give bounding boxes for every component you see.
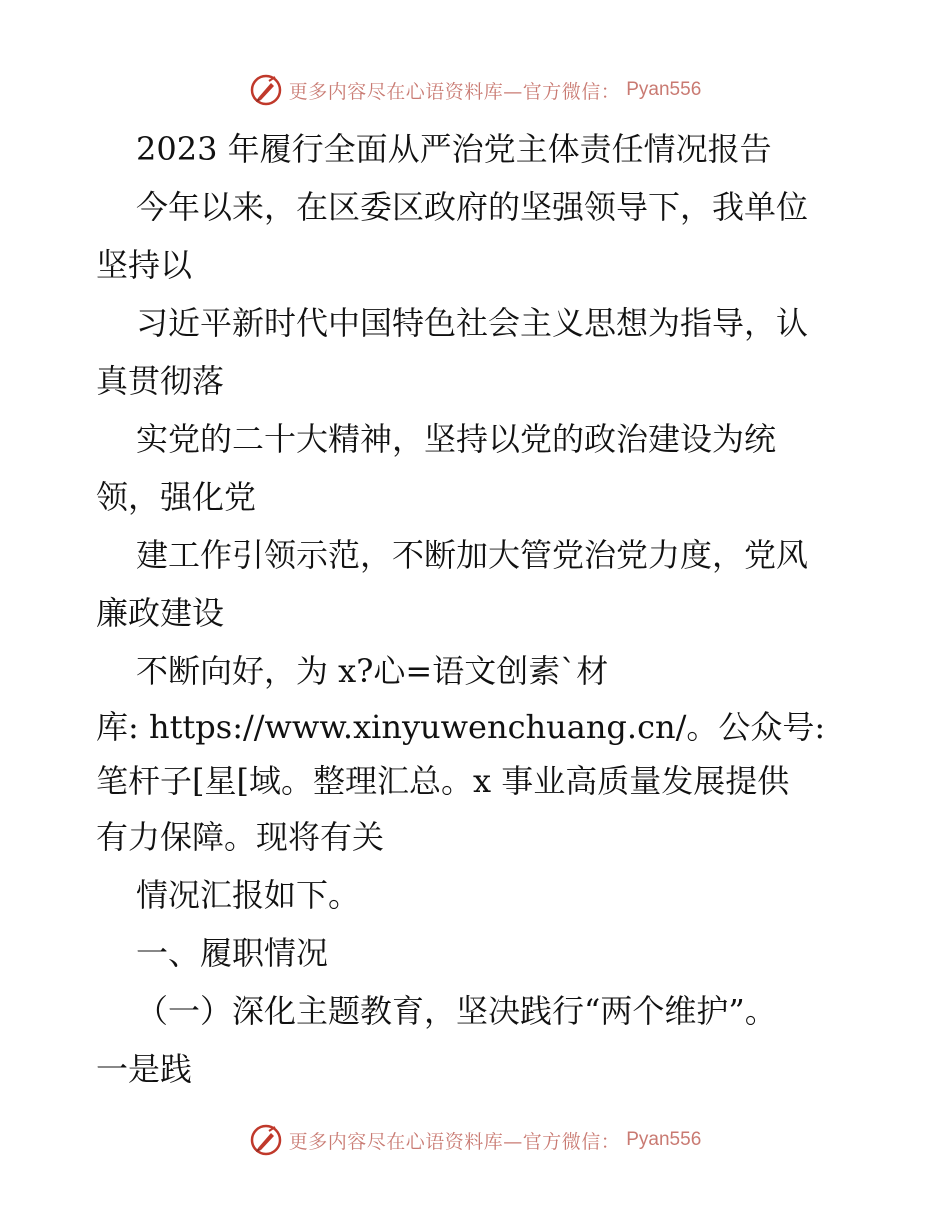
paragraph-line: 今年以来，在区委区政府的坚强领导下，我单位 [136,188,809,226]
header-banner [0,70,950,110]
paragraph-line-url: 库: https://www.xinyuwenchuang.cn/。公众号: [96,708,826,746]
header-banner-wechat-id: Pyan556 [626,79,702,100]
paragraph-line: 习近平新时代中国特色社会主义思想为指导，认 [136,304,809,342]
footer-banner-text: 更多内容尽在心语资料库—官方微信： [288,1130,621,1153]
footer-banner [0,1120,950,1160]
paragraph-line: 廉政建设 [96,594,225,632]
paragraph-line: 情况汇报如下。 [136,876,361,914]
paragraph-line: 不断向好，为 x?心=语文创素`材 [136,652,609,690]
paragraph-line: 笔杆子[星[域。整理汇总。x 事业高质量发展提供 [96,762,790,800]
paragraph-line: 领，强化党 [96,478,257,516]
paragraph-line: 实党的二十大精神，坚持以党的政治建设为统 [136,420,777,458]
paragraph-line: 建工作引领示范，不断加大管党治党力度，党风 [136,536,809,574]
document-body [96,120,856,1098]
footer-banner-wechat-id: Pyan556 [626,1129,702,1150]
paragraph-line: 一是践 [96,1050,193,1088]
pen-logo-icon [249,1123,283,1157]
pen-logo-icon [249,73,283,107]
paragraph-line: 真贯彻落 [96,362,225,400]
document-title: 2023 年履行全面从严治党主体责任情况报告 [136,130,772,168]
section-heading: 一、履职情况 [136,934,329,972]
footer-banner-content [249,1123,702,1157]
paragraph-line: 有力保障。现将有关 [96,818,385,856]
header-banner-text: 更多内容尽在心语资料库—官方微信： [288,80,621,103]
paragraph-line: 坚持以 [96,246,193,284]
subsection-heading: （一）深化主题教育，坚决践行“两个维护”。 [136,992,777,1030]
header-banner-content [249,73,702,107]
